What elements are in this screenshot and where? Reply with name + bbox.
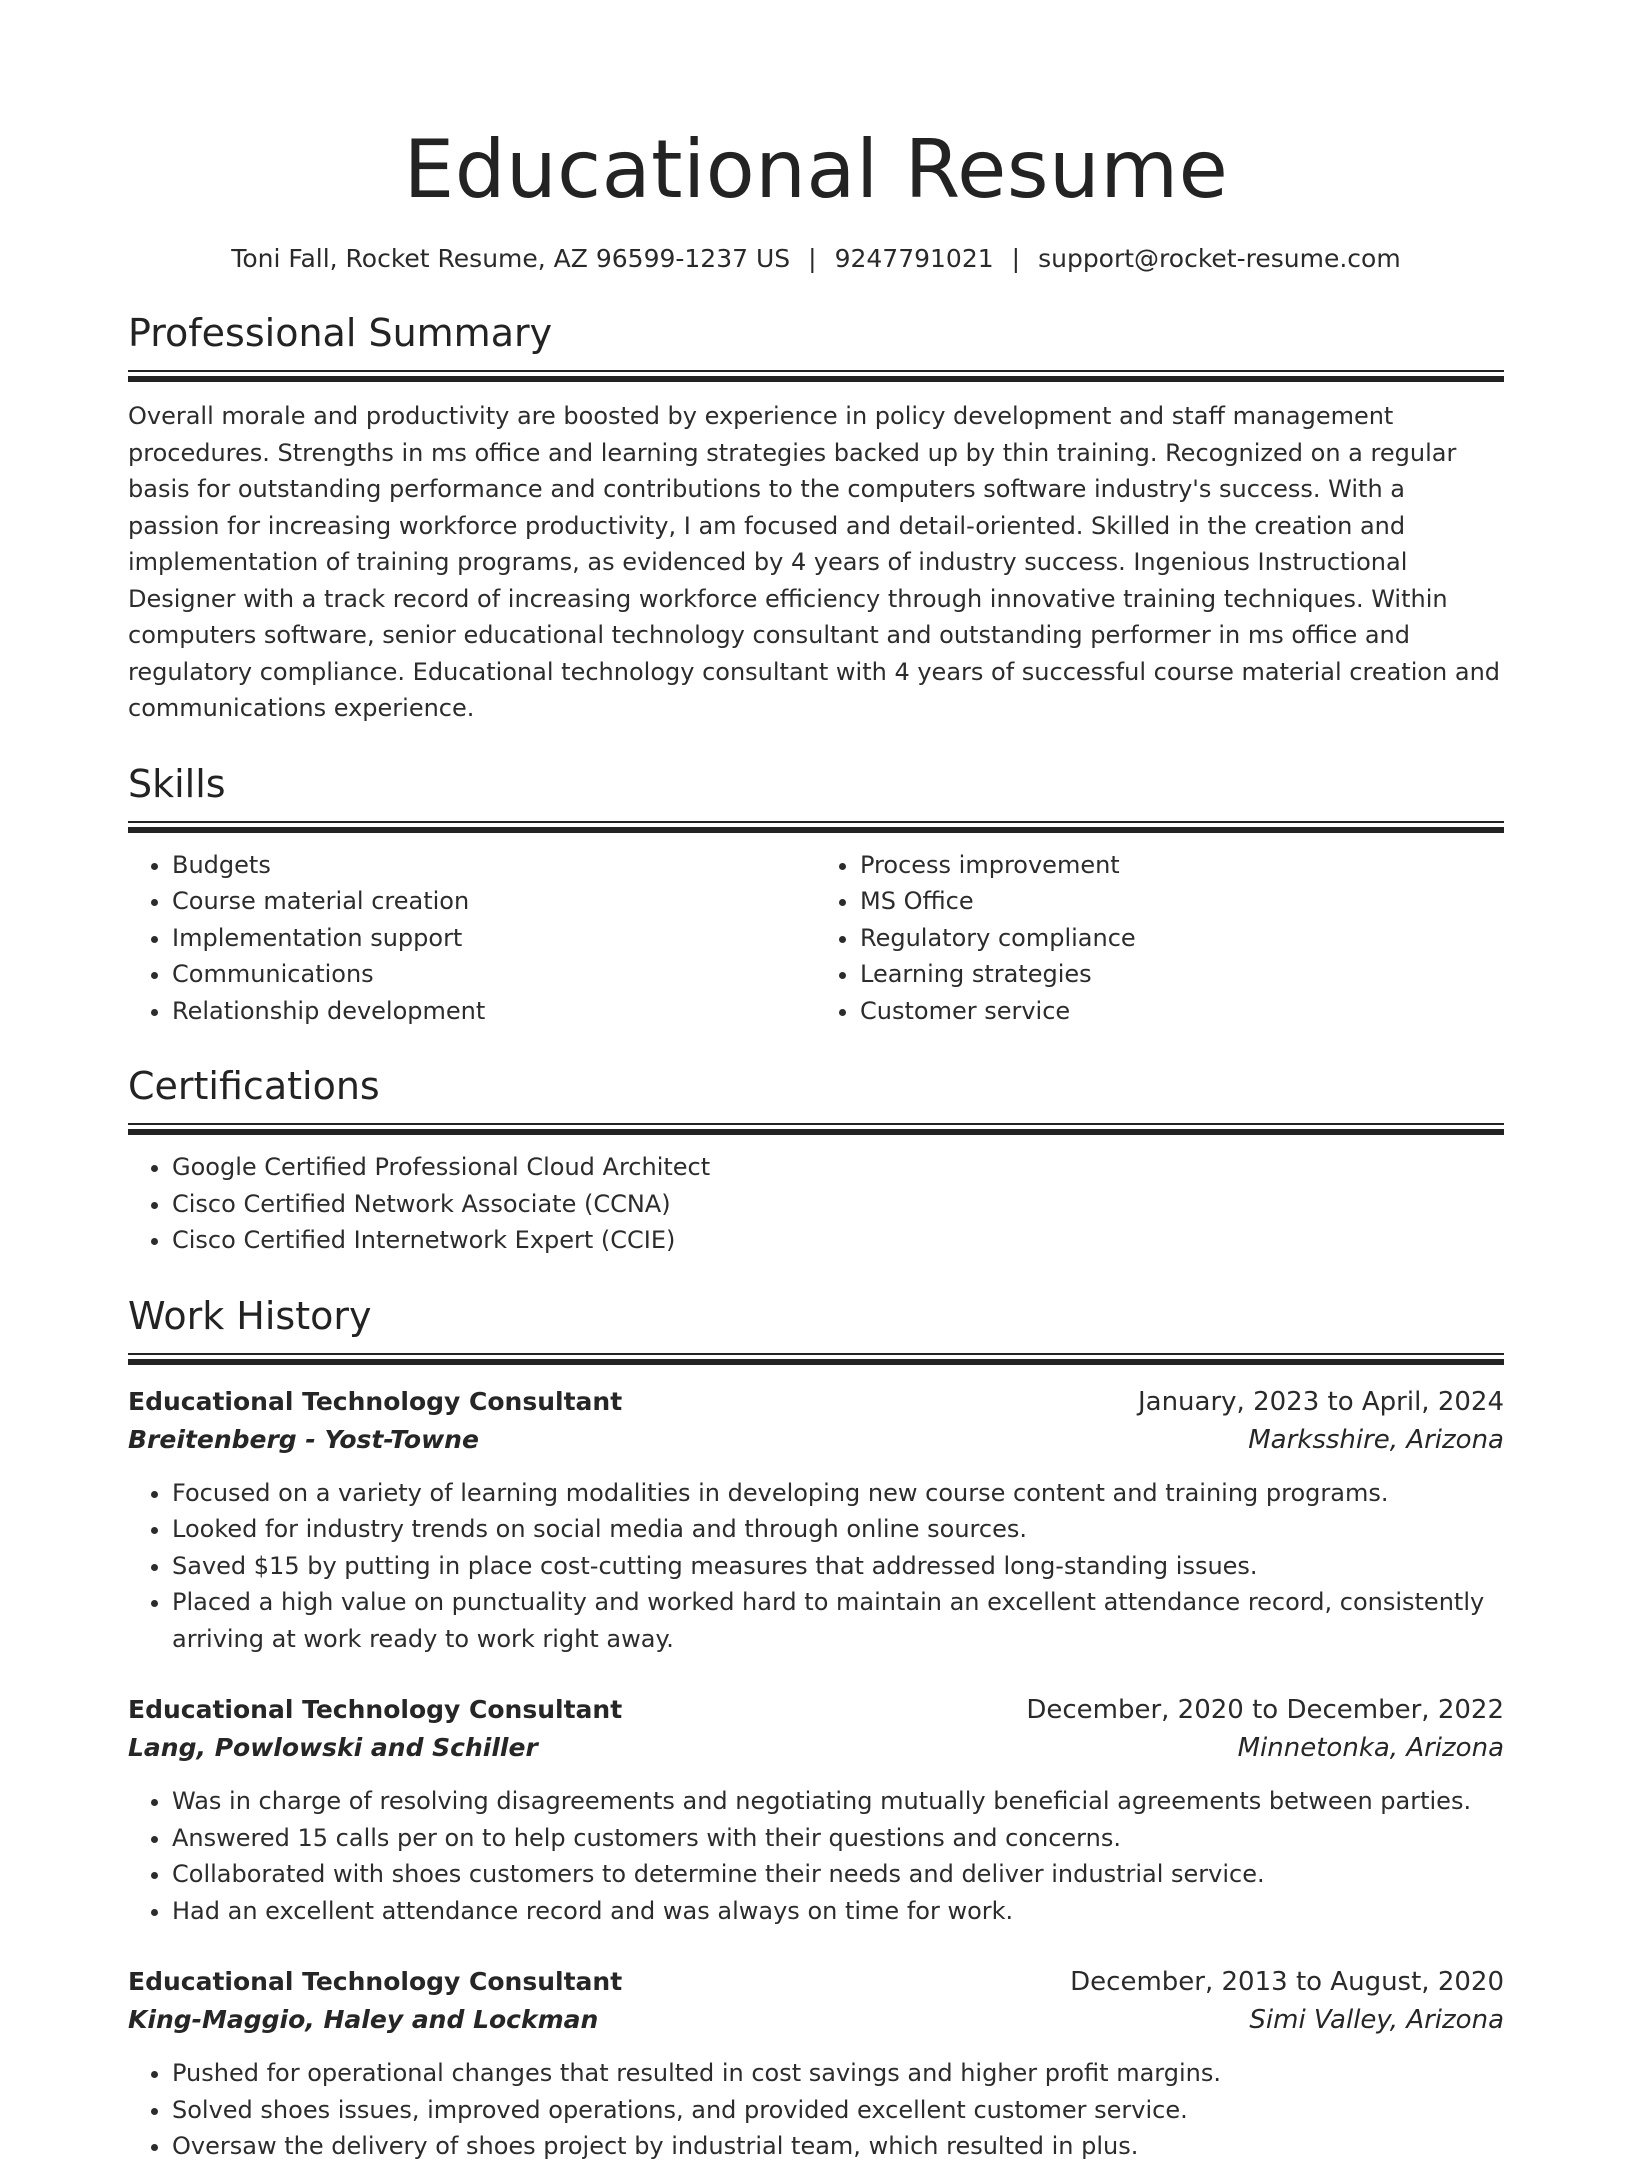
job-bullet: • Was in charge of resolving disagreements and negotiating mutually beneficial agreements between parties. [172,1783,1504,1820]
job-dates: December, 2020 to December, 2022 [1026,1695,1504,1725]
section-divider [128,821,1504,823]
job-company: King-Maggio, Haley and Lockman [128,2005,599,2034]
job-bullet: • Oversaw the delivery of shoes project by industrial team, which resulted in plus. [172,2128,1504,2165]
job-title: Educational Technology Consultant [128,1386,623,1416]
job-location: Marksshire, Arizona [1248,1424,1504,1455]
skill-item: • MS Office [860,883,1504,920]
job-location: Simi Valley, Arizona [1249,2005,1504,2035]
job-bullets [128,1475,1504,1658]
job-title: Educational Technology Consultant [128,1695,623,1724]
job-bullets [128,1783,1504,1929]
job-entry [128,1963,1504,2165]
job-bullet: • Pushed for operational changes that resulted in cost savings and higher profit margins. [172,2055,1504,2092]
skill-item: • Budgets [172,847,816,884]
skill-item: • Implementation support [172,920,816,957]
summary-text: Overall morale and productivity are boosted by experience in policy development and staff management procedures. Strengths in ms office and learning strategies backed up by thin training. Recognized on a regular basis for outstanding performance and contributions to the computers software industry's success. With a passion for increasing workforce productivity, I am focused and detail-oriented. Skilled in the creation and implementation of training programs, as evidenced by 4 years of industry success. Ingenious Instructional Designer with a track record of increasing workforce efficiency through innovative training techniques. Within computers software, senior educational technology consultant and outstanding performer in ms office and regulatory compliance. Educational technology consultant with 4 years of successful course material creation and communications experience. [128,402,1501,722]
section-divider [128,370,1504,372]
contact-separator: | [808,244,817,273]
skills-grid [128,847,1504,1030]
summary-section [128,308,1504,727]
skill-item: • Course material creation [172,883,816,920]
contact-separator: | [1011,244,1021,273]
certification-item: • Google Certified Professional Cloud Architect [172,1149,1504,1186]
skill-item: • Customer service [860,993,1504,1030]
job-dates: January, 2023 to April, 2024 [1137,1386,1504,1417]
job-bullet: • Collaborated with shoes customers to determine their needs and deliver industrial service. [172,1856,1504,1893]
skills-list-left [128,847,816,1030]
job-company-row [128,1421,1504,1459]
certification-item: • Cisco Certified Network Associate (CCNA) [172,1186,1504,1223]
job-bullet: • Looked for industry trends on social media and through online sources. [172,1511,1504,1548]
skill-item: • Process improvement [860,847,1504,884]
job-company: Breitenberg - Yost-Towne [128,1424,479,1454]
contact-line [128,242,1504,276]
certifications-heading: Certifications [128,1064,380,1108]
certification-item: • Cisco Certified Internetwork Expert (CCIE) [172,1222,1504,1259]
section-divider-thick [128,827,1504,833]
work-history-section [128,1291,1504,2165]
certifications-section [128,1061,1504,1259]
job-entry [128,1691,1504,1929]
skill-item: • Learning strategies [860,956,1504,993]
job-bullet: • Focused on a variety of learning modalities in developing new course content and training programs. [172,1475,1504,1512]
resume-title: Educational Resume [403,123,1229,216]
job-bullets [128,2055,1504,2165]
work-history-heading: Work History [128,1293,372,1338]
section-divider-thick [128,1129,1504,1135]
section-divider-thick [128,1359,1504,1365]
skills-heading: Skills [128,761,226,806]
job-company-row [128,2001,1504,2039]
job-location: Minnetonka, Arizona [1237,1733,1504,1763]
job-bullet: • Solved shoes issues, improved operations, and provided excellent customer service. [172,2092,1504,2129]
certifications-list [128,1149,1504,1259]
job-header-row [128,1963,1504,2001]
contact-email: support@rocket-resume.com [1038,244,1401,273]
job-bullet: • Had an excellent attendance record and was always on time for work. [172,1893,1504,1930]
job-bullet: • Placed a high value on punctuality and worked hard to maintain an excellent attendance record, consistently arriving at work ready to work right away. [172,1584,1504,1657]
job-bullet: • Answered 15 calls per on to help customers with their questions and concerns. [172,1820,1504,1857]
skill-item: • Relationship development [172,993,816,1030]
job-header-row [128,1691,1504,1729]
contact-address: Toni Fall, Rocket Resume, AZ 96599-1237 US [231,244,791,273]
job-company: Lang, Powlowski and Schiller [128,1733,538,1762]
skill-item: • Communications [172,956,816,993]
job-title: Educational Technology Consultant [128,1967,623,1996]
section-divider [128,1123,1504,1125]
section-divider-thick [128,376,1504,382]
skill-item: • Regulatory compliance [860,920,1504,957]
contact-phone: 9247791021 [834,244,994,273]
job-company-row [128,1729,1504,1767]
summary-heading: Professional Summary [128,311,553,355]
section-divider [128,1353,1504,1355]
job-bullet: • Saved $15 by putting in place cost-cutting measures that addressed long-standing issues. [172,1548,1504,1585]
skills-section [128,759,1504,1030]
job-dates: December, 2013 to August, 2020 [1070,1967,1504,1997]
job-entry [128,1383,1504,1658]
skills-list-right [816,847,1504,1030]
job-header-row [128,1383,1504,1421]
